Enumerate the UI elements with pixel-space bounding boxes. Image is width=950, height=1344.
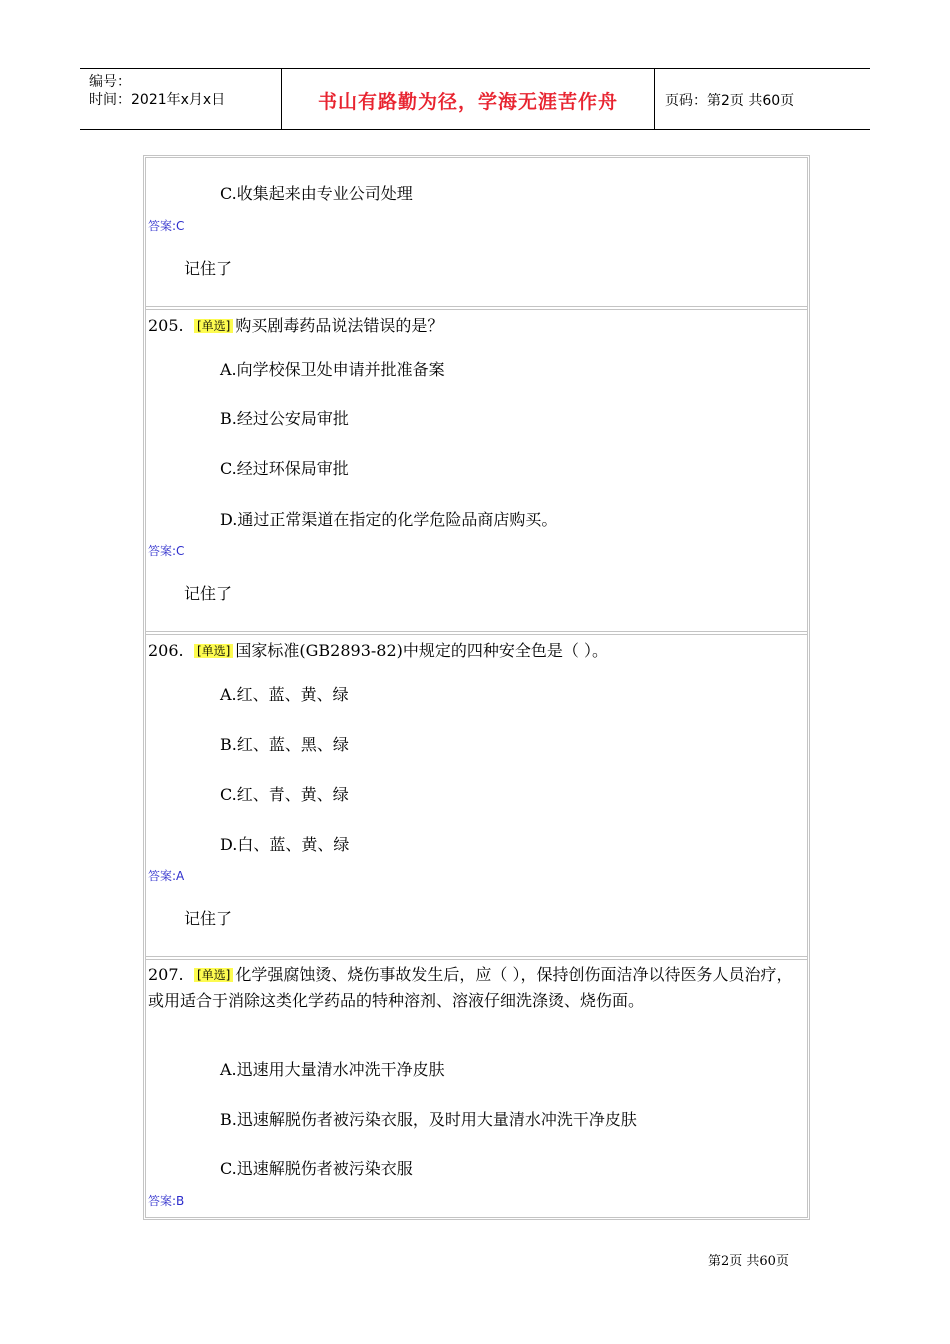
question-divider: [146, 956, 807, 960]
page-number-label: 页码：第2页 共60页: [665, 93, 795, 109]
page-footer: 第2页 共60页: [708, 1254, 789, 1269]
option-a: A.向学校保卫处申请并批准备案: [220, 360, 445, 379]
question-frame: [143, 155, 810, 1220]
answer-label: 答案:A: [148, 869, 185, 883]
single-choice-tag: [单选]: [194, 968, 233, 982]
header-meta-cell: [80, 69, 281, 129]
option-c: C.红、青、黄、绿: [220, 785, 349, 804]
answer-label: 答案:C: [148, 219, 185, 233]
option-b: B.经过公安局审批: [220, 409, 349, 428]
single-choice-tag: [单选]: [194, 644, 233, 658]
number-label: 编号：: [89, 74, 131, 90]
option-c: C.经过环保局审批: [220, 459, 349, 478]
question-text: 化学强腐蚀烫、烧伤事故发生后，应（ ），保持创伤面洁净以待医务人员治疗，或用适合于消除这类化学药品的特种溶剂、溶液仔细洗涤烫、烧伤面。: [148, 965, 793, 1010]
question-number: 205.: [148, 316, 184, 335]
question-divider: [146, 306, 807, 310]
option-c: C.迅速解脱伤者被污染衣服: [220, 1159, 413, 1178]
remember-label: 记住了: [184, 909, 233, 928]
header-page-cell: [655, 69, 870, 129]
remember-label: 记住了: [184, 584, 233, 603]
answer-label: 答案:B: [148, 1194, 185, 1208]
option-b: B.迅速解脱伤者被污染衣服，及时用大量清水冲洗干净皮肤: [220, 1110, 637, 1129]
option-a: A.迅速用大量清水冲洗干净皮肤: [220, 1060, 445, 1079]
time-label: 时间：2021年x月x日: [89, 92, 226, 108]
page-header: [80, 68, 870, 130]
question-text: 国家标准(GB2893-82)中规定的四种安全色是（ ）。: [235, 641, 608, 660]
question-207: [148, 962, 804, 1014]
option-a: A.红、蓝、黄、绿: [220, 685, 349, 704]
option-c: C.收集起来由专业公司处理: [220, 184, 413, 203]
motto: 书山有路勤为径，学海无涯苦作舟: [317, 91, 618, 113]
question-206: [148, 641, 608, 661]
option-d: D.通过正常渠道在指定的化学危险品商店购买。: [220, 510, 558, 529]
question-divider: [146, 631, 807, 635]
answer-label: 答案:C: [148, 544, 185, 558]
option-d: D.白、蓝、黄、绿: [220, 835, 350, 854]
option-b: B.红、蓝、黑、绿: [220, 735, 349, 754]
header-motto-cell: [281, 69, 655, 129]
question-number: 207.: [148, 965, 184, 984]
question-text: 购买剧毒药品说法错误的是？: [235, 316, 444, 335]
remember-label: 记住了: [184, 259, 233, 278]
question-number: 206.: [148, 641, 184, 660]
question-205: [148, 316, 443, 336]
single-choice-tag: [单选]: [194, 319, 233, 333]
